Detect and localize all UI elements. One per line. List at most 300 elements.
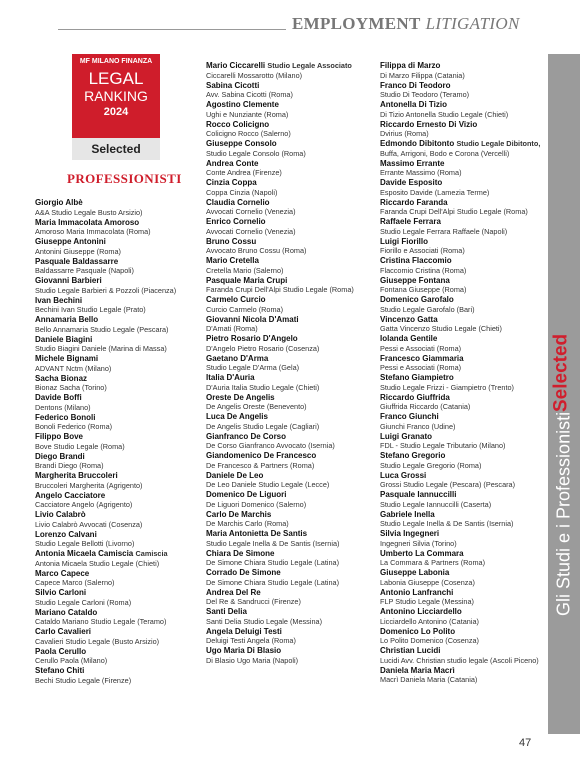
firm-name: Conte Andrea (Firenze) — [206, 168, 282, 177]
professional-name-text: Giuseppe Antonini — [35, 237, 106, 246]
professional-entry — [380, 295, 540, 314]
professional-name — [206, 120, 354, 130]
professional-name — [206, 451, 354, 461]
professional-name — [206, 412, 354, 422]
firm-name: De Angelis Oreste (Benevento) — [206, 402, 307, 411]
professional-name — [35, 588, 176, 598]
professional-name — [35, 218, 176, 228]
firm-name: Bechi Studio Legale (Firenze) — [35, 675, 132, 685]
firm-name: Di Tizio Antonella Studio Legale (Chieti) — [380, 109, 509, 119]
badge-ranking: RANKING — [84, 88, 148, 104]
firm-name: Studio Legale Barbieri & Pozzoli (Piacenza) — [35, 285, 177, 295]
firm-name: Di Blasio Ugo Maria (Napoli) — [206, 655, 299, 665]
firm-name: Bechini Ivan Studio Legale (Prato) — [35, 305, 146, 314]
professional-name — [380, 81, 540, 91]
firm-name: A&A Studio Legale Busto Arsizio) — [35, 207, 143, 217]
professional-name-text: Claudia Cornelio — [206, 197, 270, 207]
firm-name: Studio Legale Consolo (Roma) — [206, 148, 306, 158]
firm-name: Bove Studio Legale (Roma) — [35, 441, 125, 451]
professional-entry — [380, 159, 540, 178]
professional-entry — [380, 198, 540, 217]
firm-name: Dvirius (Roma) — [380, 129, 429, 138]
firm-name: ADVANT Nctm (Milano) — [35, 363, 112, 373]
professional-name — [206, 607, 354, 617]
professional-name-text: Davide Esposito — [380, 178, 443, 187]
firm-name: Faranda Crupi Dell'Alpi Studio Legale (Roma) — [380, 207, 528, 216]
badge-legal: LEGAL — [88, 69, 144, 88]
professional-entry — [206, 61, 354, 80]
firm-name: Curcio Carmelo (Roma) — [206, 304, 284, 314]
professional-name — [206, 471, 354, 481]
professional-name-text: Umberto La Commara — [380, 548, 464, 558]
professional-name — [35, 374, 176, 384]
professional-entry — [35, 198, 176, 217]
professional-entry — [380, 276, 540, 295]
professional-name — [380, 256, 540, 266]
professional-entry — [206, 432, 354, 451]
firm-name: Fiorillo e Associati (Roma) — [380, 246, 465, 255]
professional-name — [380, 100, 540, 110]
firm-name: Pessi e Associati (Roma) — [380, 363, 462, 372]
professional-name-text: Gianfranco De Corso — [206, 431, 287, 441]
professional-name-text: Christian Lucidi — [380, 646, 441, 655]
firm-name: De Simone Chiara Studio Legale (Latina) — [206, 577, 340, 587]
firm-name: Antonini Giuseppe (Roma) — [35, 246, 121, 256]
section-header — [292, 14, 520, 34]
professional-entry — [380, 237, 540, 256]
professional-name-text: Franco Di Teodoro — [380, 80, 451, 90]
professional-name-text: Rocco Colicigno — [206, 119, 270, 129]
professional-name-text: Franco Giunchi — [380, 412, 439, 421]
column-3 — [380, 61, 540, 685]
professional-name — [35, 315, 176, 325]
professional-name — [380, 120, 540, 130]
firm-name: Lucidi Avv. Christian studio legale (Ascoli Piceno) — [380, 655, 539, 665]
professional-entry — [380, 510, 540, 529]
professional-entry — [35, 647, 176, 666]
professional-name — [35, 413, 176, 423]
professional-name — [206, 295, 354, 305]
professional-name-text: Paola Cerullo — [35, 646, 87, 656]
professional-name — [206, 627, 354, 637]
professional-name — [206, 81, 354, 91]
professional-entry — [380, 627, 540, 646]
side-tab-text: Gli Studi e i Professionisti — [553, 411, 574, 616]
firm-name: FLP Studio Legale (Messina) — [380, 597, 474, 606]
professional-entry — [206, 588, 354, 607]
professional-name — [380, 373, 540, 383]
professional-name — [35, 432, 176, 442]
professional-name-text: Angelo Cacciatore — [35, 490, 106, 500]
professional-name-text: Giuseppe Labonia — [380, 568, 450, 577]
firm-name: Avvocati Cornelio (Venezia) — [206, 207, 296, 216]
professional-name — [35, 549, 176, 559]
firm-name: Bruccoleri Margherita (Agrigento) — [35, 480, 143, 490]
professional-name-text: Filippo Bove — [35, 432, 83, 441]
professional-name-text: Stefano Gregorio — [380, 451, 446, 460]
firm-name: Labonia Giuseppe (Cosenza) — [380, 577, 475, 587]
firm-name: Amoroso Maria Immacolata (Roma) — [35, 227, 151, 236]
professional-name-text: Daniele De Leo — [206, 470, 264, 480]
professional-entry — [206, 276, 354, 295]
professional-name-text: Luigi Fiorillo — [380, 236, 428, 246]
professional-name-text: Filippa di Marzo — [380, 61, 441, 70]
professional-name-text: Domenico Garofalo — [380, 295, 454, 304]
professional-name — [206, 139, 354, 149]
professional-name-text: Carlo De Marchis — [206, 509, 272, 519]
professional-name — [380, 471, 540, 481]
professional-entry — [35, 530, 176, 549]
professional-name — [206, 646, 354, 656]
firm-name: Capece Marco (Salerno) — [35, 578, 115, 587]
professional-name — [206, 568, 354, 578]
professional-name — [35, 608, 176, 618]
professional-entry — [35, 549, 176, 568]
firm-name: Studio Legale Bellotti (Livorno) — [35, 539, 135, 548]
professional-name — [380, 568, 540, 578]
side-tab-label — [548, 54, 580, 616]
professional-entry — [380, 568, 540, 587]
professional-name-text: Cinzia Coppa — [206, 178, 257, 187]
professional-entry — [206, 490, 354, 509]
professional-entry — [206, 159, 354, 178]
professionisti-title: PROFESSIONISTI — [67, 171, 182, 186]
professional-entry — [35, 296, 176, 315]
professional-entry — [380, 139, 540, 158]
professional-entry — [380, 471, 540, 490]
professional-name — [206, 432, 354, 442]
professional-name — [35, 569, 176, 579]
firm-name: La Commara & Partners (Roma) — [380, 558, 486, 567]
professional-entry — [35, 510, 176, 529]
professional-name — [206, 373, 354, 383]
professional-entry — [206, 393, 354, 412]
firm-name: Faranda Crupi Dell'Alpi Studio Legale (Roma) — [206, 285, 354, 294]
firm-name: Errante Massimo (Roma) — [380, 168, 462, 177]
professional-name-text: Luigi Granato — [380, 431, 432, 441]
firm-name: Avvocato Bruno Cossu (Roma) — [206, 246, 307, 255]
professional-name-text: Pietro Rosario D'Angelo — [206, 334, 298, 343]
professional-name-text: Lorenzo Calvani — [35, 529, 97, 539]
firm-name: Ughi e Nunziante (Roma) — [206, 109, 289, 119]
professional-name-text: Vincenzo Gatta — [380, 314, 438, 324]
professional-entry — [206, 334, 354, 353]
professional-entry — [206, 178, 354, 197]
professional-name — [206, 198, 354, 208]
professional-entry — [206, 354, 354, 373]
professional-name — [35, 276, 176, 286]
firm-name: Ciccarelli Mossarotto (Milano) — [206, 70, 303, 80]
professional-name-text: Luca De Angelis — [206, 412, 268, 421]
professional-entry — [206, 646, 354, 665]
professional-name — [380, 627, 540, 637]
professional-name-text: Gabriele Inella — [380, 509, 435, 519]
professional-entry — [380, 354, 540, 373]
header-rule — [58, 29, 286, 30]
professional-name-text: Margherita Bruccoleri — [35, 471, 118, 480]
professional-entry — [206, 217, 354, 236]
firm-name: Lo Polito Domenico (Cosenza) — [380, 636, 479, 645]
professional-name-text: Enrico Cornelio — [206, 217, 266, 226]
column-1 — [35, 198, 176, 686]
professional-name — [380, 607, 540, 617]
firm-name: D'Amati (Roma) — [206, 324, 258, 333]
professional-entry — [206, 81, 354, 100]
professional-name-text: Massimo Errante — [380, 158, 445, 168]
professional-entry — [380, 412, 540, 431]
professional-name-text: Antonia Micaela Camiscia — [35, 549, 134, 558]
professional-name — [380, 666, 540, 676]
firm-name: Coppa Cinzia (Napoli) — [206, 187, 278, 197]
professional-name — [35, 647, 176, 657]
professional-entry — [206, 237, 354, 256]
professional-name-text: Giuseppe Fontana — [380, 275, 450, 285]
professional-name — [380, 432, 540, 442]
professional-name — [206, 256, 354, 266]
professional-name-text: Carlo Cavalieri — [35, 627, 92, 636]
professional-entry — [380, 315, 540, 334]
professional-entry — [35, 432, 176, 451]
professional-entry — [206, 451, 354, 470]
professional-name — [35, 198, 176, 208]
firm-name: Di Marzo Filippa (Catania) — [380, 70, 465, 80]
professional-name-text: Michele Bignami — [35, 354, 99, 363]
professional-name-text: Mario Ciccarelli — [206, 61, 266, 70]
professional-entry — [380, 178, 540, 197]
professional-name-text: Domenico Lo Polito — [380, 626, 456, 636]
professional-entry — [35, 315, 176, 334]
professional-name — [380, 237, 540, 247]
firm-name: Studio Di Teodoro (Teramo) — [380, 90, 470, 99]
firm-name: Cacciatore Angelo (Agrigento) — [35, 500, 133, 509]
professional-name — [206, 159, 354, 169]
professional-name — [206, 315, 354, 325]
firm-name: Antonia Micaela Studio Legale (Chieti) — [35, 558, 160, 568]
professional-name — [380, 217, 540, 227]
professional-entry — [206, 412, 354, 431]
professional-name — [380, 139, 540, 149]
professional-name-text: Stefano Chiti — [35, 666, 85, 675]
firm-name: Colicigno Rocco (Salerno) — [206, 129, 291, 138]
professional-name-text: Corrado De Simone — [206, 568, 281, 577]
firm-name: Brandi Diego (Roma) — [35, 461, 104, 470]
professional-entry — [35, 393, 176, 412]
professional-name — [206, 354, 354, 364]
firm-name: Bonoli Federico (Roma) — [35, 422, 113, 431]
professional-name-text: Davide Boffi — [35, 393, 82, 402]
firm-name: Studio Legale Ferrara Raffaele (Napoli) — [380, 226, 508, 236]
firm-name: De Corso Gianfranco Avvocato (Isernia) — [206, 441, 335, 450]
professional-name-text: Andrea Conte — [206, 158, 259, 168]
firm-inline: Studio Legale Associato — [267, 61, 352, 70]
firm-name: Del Re & Sandrucci (Firenze) — [206, 597, 301, 606]
firm-name: Livio Calabrò Avvocati (Cosenza) — [35, 519, 143, 529]
professional-name-text: Diego Brandi — [35, 451, 85, 461]
professional-name-text: Pasquale Iannuccilli — [380, 490, 457, 499]
professional-name-text: Mario Cretella — [206, 256, 259, 265]
professional-name-text: Silvio Carloni — [35, 588, 87, 597]
professional-name — [380, 412, 540, 422]
professional-name — [380, 646, 540, 656]
firm-name: Licciardello Antonino (Catania) — [380, 616, 479, 626]
firm-name: Studio Legale Garofalo (Bari) — [380, 304, 475, 314]
firm-inline: Studio Legale Dibitonto, — [456, 139, 541, 148]
professional-entry — [380, 81, 540, 100]
professional-name — [380, 61, 540, 71]
firm-name: De Simone Chiara Studio Legale (Latina) — [206, 558, 340, 567]
firm-name: Grossi Studio Legale (Pescara) (Pescara) — [380, 480, 516, 489]
professional-name — [35, 530, 176, 540]
professional-name-text: Pasquale Baldassarre — [35, 256, 119, 266]
professional-entry — [380, 256, 540, 275]
header-title: EMPLOYMENT — [292, 14, 421, 33]
professional-entry — [380, 588, 540, 607]
professional-entry — [380, 490, 540, 509]
professional-name — [380, 588, 540, 598]
professional-entry — [206, 139, 354, 158]
professional-name — [206, 217, 354, 227]
professional-entry — [35, 354, 176, 373]
professional-name-text: Giorgio Albè — [35, 198, 83, 207]
firm-name: D'Angelo Pietro Rosario (Cosenza) — [206, 343, 320, 353]
firm-name: Fontana Giuseppe (Roma) — [380, 285, 467, 294]
professional-name — [380, 354, 540, 364]
professional-name-text: Ivan Bechini — [35, 295, 83, 305]
professional-entry — [380, 100, 540, 119]
professional-name — [380, 315, 540, 325]
professional-entry — [35, 452, 176, 471]
professional-entry — [380, 451, 540, 470]
firm-name: Pessi e Associati (Roma) — [380, 343, 462, 353]
professional-name — [35, 510, 176, 520]
professional-name-text: Cristina Flaccomio — [380, 256, 452, 265]
professional-name — [35, 452, 176, 462]
badge-selected-label: Selected — [72, 138, 160, 160]
professional-name — [380, 178, 540, 188]
professional-name — [380, 529, 540, 539]
professional-entry — [206, 120, 354, 139]
professional-entry — [380, 217, 540, 236]
professional-entry — [380, 666, 540, 685]
professional-name-text: Francesco Giammaria — [380, 353, 464, 363]
professional-name-text: Ugo Maria Di Blasio — [206, 646, 282, 655]
firm-name: Studio Legale Inella & De Santis (Isernia) — [380, 519, 514, 528]
professional-name — [35, 354, 176, 364]
professional-name — [380, 334, 540, 344]
professional-name-text: Oreste De Angelis — [206, 392, 275, 402]
professional-name-text: Antonio Lanfranchi — [380, 587, 454, 597]
professional-name-text: Annamaria Bello — [35, 315, 99, 324]
professional-entry — [380, 607, 540, 626]
professional-name-text: Silvia Ingegneri — [380, 529, 440, 538]
firm-inline: Camiscia — [135, 549, 168, 558]
firm-name: De Marchis Carlo (Roma) — [206, 519, 289, 528]
professional-entry — [35, 569, 176, 588]
professional-name — [206, 510, 354, 520]
firm-name: Cretella Mario (Salerno) — [206, 265, 284, 275]
professional-name-text: Giovanni Nicola D'Amati — [206, 314, 299, 324]
professional-entry — [380, 334, 540, 353]
professional-entry — [206, 510, 354, 529]
firm-name: Macrì Daniela Maria (Catania) — [380, 675, 478, 684]
professional-name — [206, 237, 354, 247]
professional-entry — [380, 120, 540, 139]
professional-name-text: Angela Deluigi Testi — [206, 626, 282, 636]
professional-entry — [35, 218, 176, 237]
professional-entry — [35, 666, 176, 685]
professional-name — [206, 61, 354, 71]
professional-entry — [206, 100, 354, 119]
professional-name-text: Iolanda Gentile — [380, 334, 438, 343]
professional-name-text: Maria Immacolata Amoroso — [35, 217, 140, 227]
firm-name: Studio Legale D'Arma (Gela) — [206, 363, 300, 372]
firm-name: Studio Legale Frizzi - Giampietro (Trento) — [380, 382, 514, 392]
professional-entry — [35, 588, 176, 607]
professional-entry — [380, 61, 540, 80]
professional-entry — [35, 374, 176, 393]
professional-name-text: Livio Calabrò — [35, 510, 86, 519]
professional-name — [380, 510, 540, 520]
firm-name: De Angelis Studio Legale (Cagliari) — [206, 421, 320, 431]
firm-name: Avv. Sabina Cicotti (Roma) — [206, 90, 293, 99]
professional-name — [206, 100, 354, 110]
firm-name: Studio Legale Carloni (Roma) — [35, 597, 132, 607]
professional-name-text: Giuseppe Consolo — [206, 139, 277, 148]
professional-name-text: Luca Grossi — [380, 470, 427, 480]
professional-name — [380, 198, 540, 208]
firm-name: FDL - Studio Legale Tributario (Milano) — [380, 441, 506, 450]
column-2 — [206, 61, 354, 666]
professional-name-text: Antonella Di Tizio — [380, 100, 447, 109]
badge-year: 2024 — [103, 106, 129, 118]
professional-name-text: Antonino Licciardello — [380, 607, 462, 616]
professional-entry — [35, 471, 176, 490]
firm-name: Bello Annamaria Studio Legale (Pescara) — [35, 324, 169, 334]
professional-entry — [380, 646, 540, 665]
firm-name: Giunchi Franco (Udine) — [380, 421, 456, 431]
professional-name — [380, 490, 540, 500]
professional-entry — [206, 315, 354, 334]
professional-name-text: Daniela Maria Macrì — [380, 665, 455, 675]
professional-name-text: Sabina Cicotti — [206, 80, 260, 90]
professional-name — [206, 490, 354, 500]
professional-name — [380, 159, 540, 169]
professional-entry — [380, 373, 540, 392]
side-tab-highlight: Selected — [550, 333, 572, 412]
professional-entry — [206, 607, 354, 626]
professional-entry — [35, 335, 176, 354]
firm-name: De Francesco & Partners (Roma) — [206, 460, 315, 470]
professional-name-text: Giovanni Barbieri — [35, 276, 102, 285]
professional-name-text: Raffaele Ferrara — [380, 217, 441, 226]
professional-name-text: Santi Delia — [206, 607, 247, 616]
professional-name-text: Riccardo Giuffrida — [380, 392, 450, 402]
firm-name: Ingegneri Silvia (Torino) — [380, 538, 457, 548]
firm-name: De Liguori Domenico (Salerno) — [206, 499, 307, 509]
professional-entry — [35, 237, 176, 256]
professional-name-text: Domenico De Liguori — [206, 490, 287, 499]
firm-name: Avvocati Cornelio (Venezia) — [206, 226, 296, 236]
professional-entry — [206, 568, 354, 587]
professional-entry — [380, 549, 540, 568]
firm-name: Santi Delia Studio Legale (Messina) — [206, 616, 323, 626]
professional-name-text: Riccardo Faranda — [380, 197, 448, 207]
page-number: 47 — [519, 737, 532, 749]
professional-name-text: Agostino Clemente — [206, 100, 279, 109]
firm-name: Studio Legale Iannuccilli (Caserta) — [380, 499, 492, 509]
professional-name — [35, 296, 176, 306]
professional-name — [35, 471, 176, 481]
